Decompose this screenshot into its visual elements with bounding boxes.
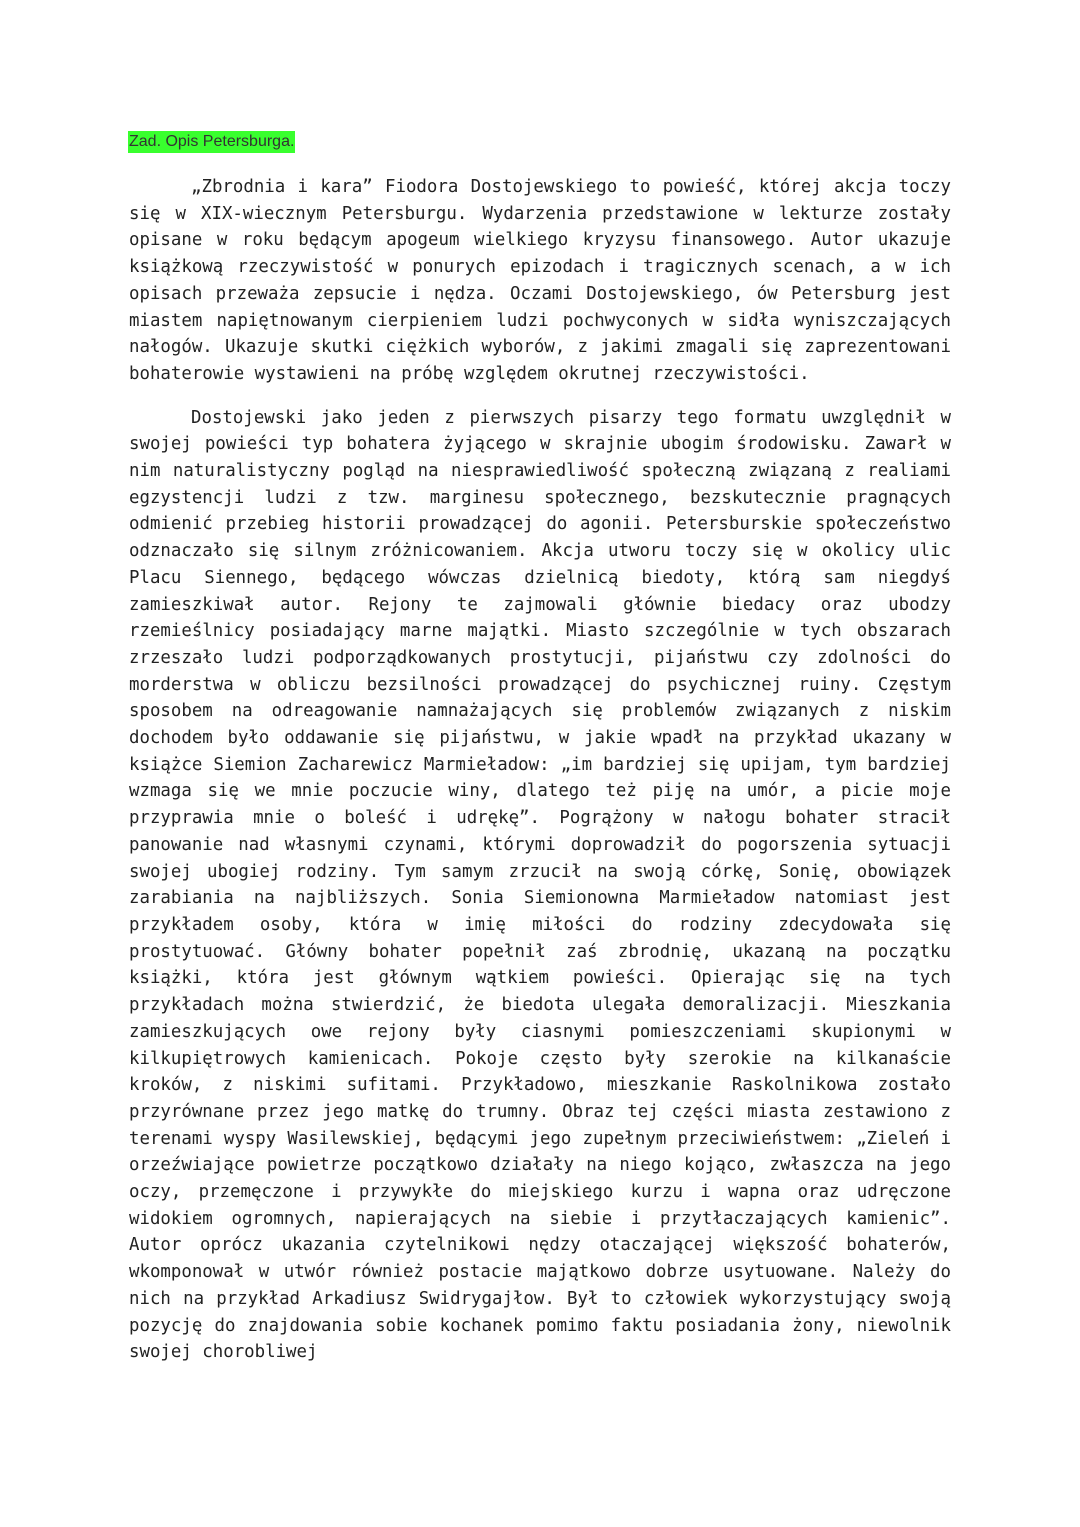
document-title: Zad. Opis Petersburga. bbox=[128, 131, 295, 153]
document-body bbox=[129, 174, 951, 1366]
paragraph-2: Dostojewski jako jeden z pierwszych pisarzy tego formatu uwzględnił w swojej powieści typ bohatera żyjącego w skrajnie ubogim środowisku. Zawarł w nim naturalistyczny pogląd na niesprawiedliwość społeczną związaną z realiami egzystencji ludzi z tzw. marginesu społecznego, bezskutecznie pragnących odmienić przebieg historii prowadzącej do agonii. Petersburskie społeczeństwo odznaczało się silnym zróżnicowaniem. Akcja utworu toczy się w okolicy ulic Placu Siennego, będącego wówczas dzielnicą biedoty, którą sam niegdyś zamieszkiwał autor. Rejony te zajmowali głównie biedacy oraz ubodzy rzemieślnicy posiadający marne majątki. Miasto szczególnie w tych obszarach zrzeszało ludzi podporządkowanych prostytucji, pijaństwu czy zdolności do morderstwa w obliczu bezsilności prowadzącej do psychicznej ruiny. Częstym sposobem na odreagowanie namnażających się problemów związanych z niskim dochodem było oddawanie się pijaństwu, w jakie wpadł na przykład ukazany w książce Siemion Zacharewicz Marmieładow: „im bardziej się upijam, tym bardziej wzmaga się we mnie poczucie winy, dlatego też piję na umór, a picie moje przyprawia mnie o boleść i udrękę”. Pogrążony w nałogu bohater stracił panowanie nad własnymi czynami, którymi doprowadził do pogorszenia sytuacji swojej ubogiej rodziny. Tym samym zrzucił na swoją córkę, Sonię, obowiązek zarabiania na najbliższych. Sonia Siemionowna Marmieładow natomiast jest przykładem osoby, która w imię miłości do rodziny zdecydowała się prostytuować. Główny bohater popełnił zaś zbrodnię, ukazaną na początku książki, która jest głównym wątkiem powieści. Opierając się na tych przykładach można stwierdzić, że biedota ulegała demoralizacji. Mieszkania zamieszkujących owe rejony były ciasnymi pomieszczeniami skupionymi w kilkupiętrowych kamienicach. Pokoje często były szerokie na kilkanaście kroków, z niskimi sufitami. Przykładowo, mieszkanie Raskolnikowa zostało przyrównane przez jego matkę do trumny. Obraz tej części miasta zestawiono z terenami wyspy Wasilewskiej, będącymi jego zupełnym przeciwieństwem: „Zieleń i orzeźwiające powietrze początkowo działały na niego kojąco, zwłaszcza na jego oczy, przemęczone i przywykłe do miejskiego kurzu i wapna oraz udręczone widokiem ogromnych, napierających na siebie i przytłaczających kamienic”. Autor oprócz ukazania czytelnikowi nędzy otaczającej większość bohaterów, wkomponował w utwór również postacie majątkowo dobrze usytuowane. Należy do nich na przykład Arkadiusz Swidrygajłow. Był to człowiek wykorzystujący swoją pozycję do znajdowania sobie kochanek pomimo faktu posiadania żony, niewolnik swojej chorobliwej bbox=[129, 407, 951, 1363]
paragraph-1: „Zbrodnia i kara” Fiodora Dostojewskiego to powieść, której akcja toczy się w XIX-wiecznym Petersburgu. Wydarzenia przedstawione w lekturze zostały opisane w roku będącym apogeum wielkiego kryzysu finansowego. Autor ukazuje książkową rzeczywistość w ponurych epizodach i tragicznych scenach, a w ich opisach przeważa zepsucie i nędza. Oczami Dostojewskiego, ów Petersburg jest miastem napiętnowanym cierpieniem ludzi pochwyconych w sidła wyniszczających nałogów. Ukazuje skutki ciężkich wyborów, z jakimi zmagali się zaprezentowani bohaterowie wystawieni na próbę względem okrutnej rzeczywistości. bbox=[129, 177, 951, 384]
